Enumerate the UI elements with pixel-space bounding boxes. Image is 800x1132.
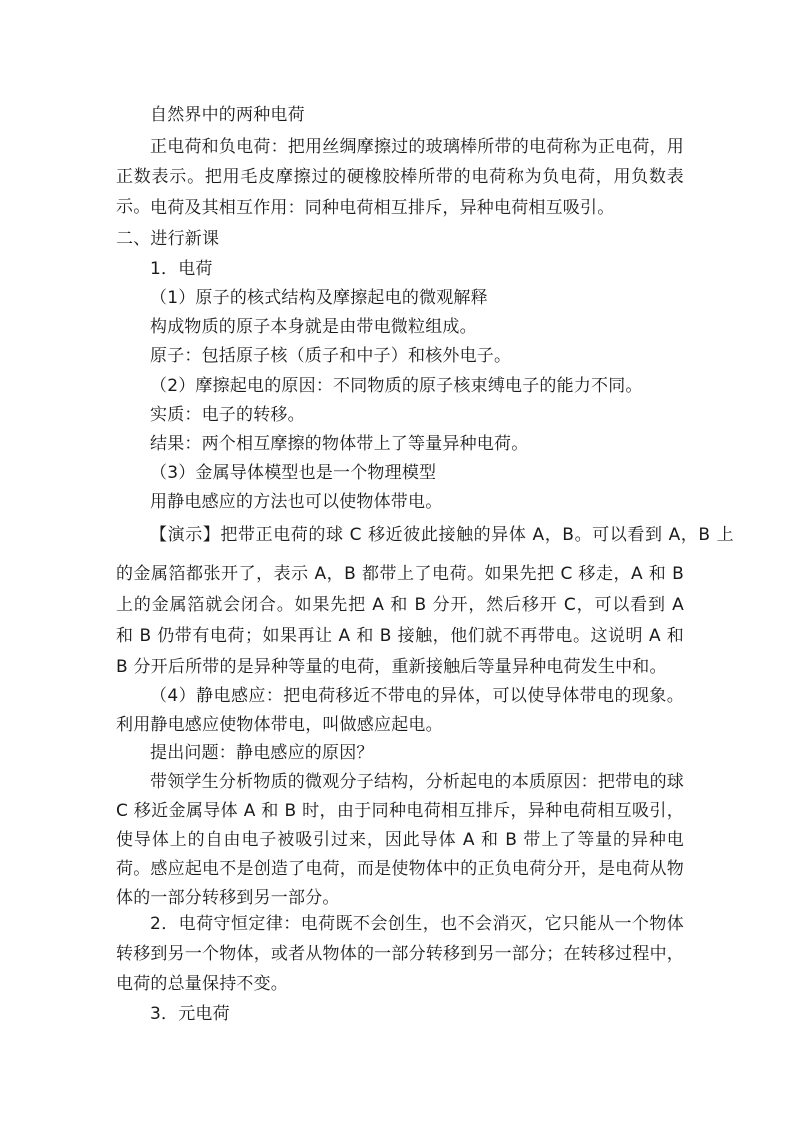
elementary-charge-title: 3．元电荷 — [150, 1004, 230, 1024]
item-2-essence: 实质：电子的转移。 — [150, 405, 305, 425]
item-3-line: 用静电感应的方法也可以使物体带电。 — [150, 492, 443, 512]
section-two-title: 二、进行新课 — [116, 229, 220, 249]
item-2-title: （2）摩擦起电的原因：不同物质的原子核束缚电子的能力不同。 — [150, 376, 643, 396]
positive-negative-charge-paragraph: 正电荷和负电荷：把用丝绸摩擦过的玻璃棒所带的电荷称为正电荷，用正数表示。把用毛皮摩擦过的硬橡胶棒所带的电荷称为负电荷，用负数表示。 — [116, 137, 684, 217]
conservation-law-paragraph: 2．电荷守恒定律：电荷既不会创生，也不会消灭，它只能从一个物体转移到另一个物体，或者从物体的一部分转移到另一部分；在转移过程中，电荷的总量保持不变。 — [116, 914, 684, 994]
subsection-charge-title: 1．电荷 — [150, 259, 213, 279]
demo-paragraph: 的金属箔都张开了，表示 A，B 都带上了电荷。如果先把 C 移走，A 和 B 上的金属箔就会闭合。如果先把 A 和 B 分开，然后移开 C，可以看到 A 和 B 仍带有电荷；如果再让 A 和 B 接触，他们就不再带电。这说明 A 和 B 分开后所带的是异种等量的电荷，重新接触后等量异种电荷发生中和。 — [116, 564, 684, 677]
item-4-paragraph: （4）静电感应：把电荷移近不带电的异体，可以使导体带电的现象。利用静电感应使物体带电，叫做感应起电。 — [116, 686, 684, 735]
item-1-title: （1）原子的核式结构及摩擦起电的微观解释 — [150, 288, 488, 308]
item-3-title: （3）金属导体模型也是一个物理模型 — [150, 463, 437, 483]
analysis-paragraph: 带领学生分析物质的微观分子结构，分析起电的本质原因：把带电的球 C 移近金属导体 A 和 B 时，由于同种电荷相互排斥，异种电荷相互吸引，使导体上的自由电子被吸引过来，因此导体 A 和 B 带上了等量的异种电荷。感应起电不是创造了电荷，而是使物体中的正负电荷分开，是电荷从物体的一部分转移到另一部分。 — [116, 772, 684, 908]
charge-interaction-line: 电荷及其相互作用：同种电荷相互排斥，异种电荷相互吸引。 — [150, 198, 615, 218]
item-1-line-a: 构成物质的原子本身就是由带电微粒组成。 — [150, 317, 477, 337]
question-line: 提出问题：静电感应的原因？ — [150, 743, 374, 763]
item-2-result: 结果：两个相互摩擦的物体带上了等量异种电荷。 — [150, 434, 529, 454]
demo-first-line: 【演示】把带正电荷的球 C 移近彼此接触的异体 A，B。可以看到 A，B 上 — [150, 525, 735, 545]
intro-heading: 自然界中的两种电荷 — [150, 105, 305, 125]
item-1-line-b: 原子：包括原子核（质子和中子）和核外电子。 — [150, 346, 512, 366]
